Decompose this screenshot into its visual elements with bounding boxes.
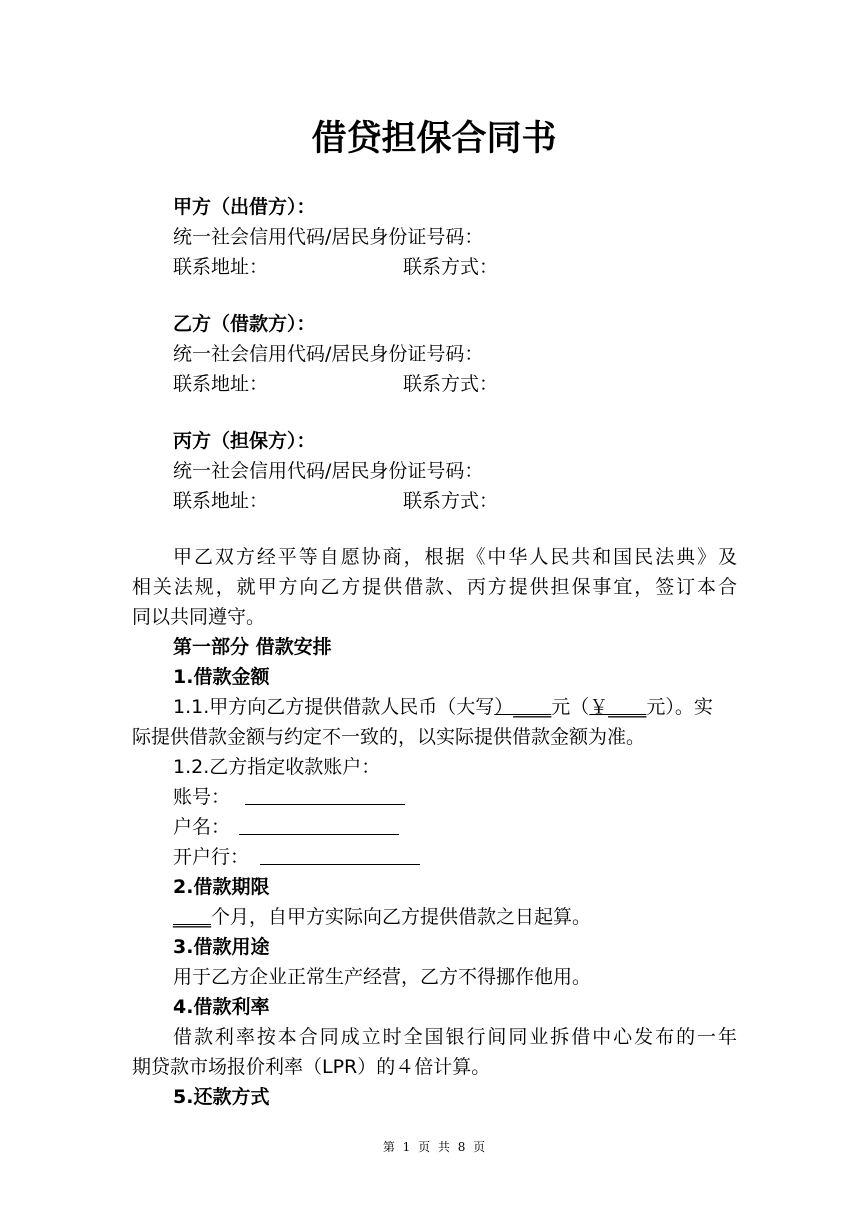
account-name-label: 户名： [173,816,231,838]
section-3-heading: 3.借款用途 [173,936,270,958]
clause-1-1-suffix: 元）。实 [646,696,713,718]
party-c-address-label: 联系地址： [173,490,269,512]
section-4-line-1: 借款利率按本合同成立时全国银行间同业拆借中心发布的一年 [173,1026,737,1048]
party-c-heading: 丙方（担保方）： [173,430,316,452]
clause-1-1-yuan: 元（ [551,696,590,718]
party-a-contact-label: 联系方式： [403,256,499,278]
party-b-contact-label: 联系方式： [403,373,499,395]
clause-1-1-prefix: 1.1.甲方向乙方提供借款人民币（大写 [173,696,495,718]
intro-line-3: 同以共同遵守。 [132,606,266,628]
bank-blank [260,842,420,872]
intro-line-2: 相关法规，就甲方向乙方提供借款、丙方提供担保事宜，签订本合 [132,576,737,598]
section-5-heading: 5.还款方式 [173,1086,270,1108]
bank-label: 开户行： [173,846,250,868]
clause-1-2: 1.2.乙方指定收款账户： [173,756,381,778]
party-c-contact-label: 联系方式： [403,490,499,512]
section-3-text: 用于乙方企业正常生产经营，乙方不得挪作他用。 [173,966,592,988]
document-title: 借贷担保合同书 [311,119,557,159]
party-b-heading: 乙方（借款方）： [173,313,316,335]
party-a-address-label: 联系地址： [173,256,269,278]
section-2-text [173,902,591,932]
section-2-heading: 2.借款期限 [173,876,270,898]
account-number-label: 账号： [173,786,231,808]
section-1-heading: 1.借款金额 [173,666,270,688]
page-footer: 第 1 页 共 8 页 [382,1140,486,1154]
party-a-heading: 甲方（出借方）： [173,196,316,218]
amount-figures-blank: ￥____ [589,696,647,718]
intro-line-1: 甲乙双方经平等自愿协商，根据《中华人民共和国民法典》及 [173,546,737,568]
party-c-id-label: 统一社会信用代码/居民身份证号码： [173,460,484,482]
party-b-address-label: 联系地址： [173,373,269,395]
account-name-blank [239,812,399,842]
party-b-id-label: 统一社会信用代码/居民身份证号码： [173,343,484,365]
section-2-body: 个月，自甲方实际向乙方提供借款之日起算。 [211,906,592,928]
amount-words-blank: ）____ [494,696,552,718]
clause-1-1-line-2: 际提供借款金额与约定不一致的，以实际提供借款金额为准。 [132,726,646,748]
term-months-blank: ____ [173,906,211,928]
section-4-line-2: 期贷款市场报价利率（LPR）的４倍计算。 [132,1056,491,1078]
section-4-heading: 4.借款利率 [173,996,270,1018]
part1-heading: 第一部分 借款安排 [173,636,332,658]
clause-1-1 [173,692,737,722]
party-a-id-label: 统一社会信用代码/居民身份证号码： [173,226,484,248]
account-number-blank [245,782,405,812]
